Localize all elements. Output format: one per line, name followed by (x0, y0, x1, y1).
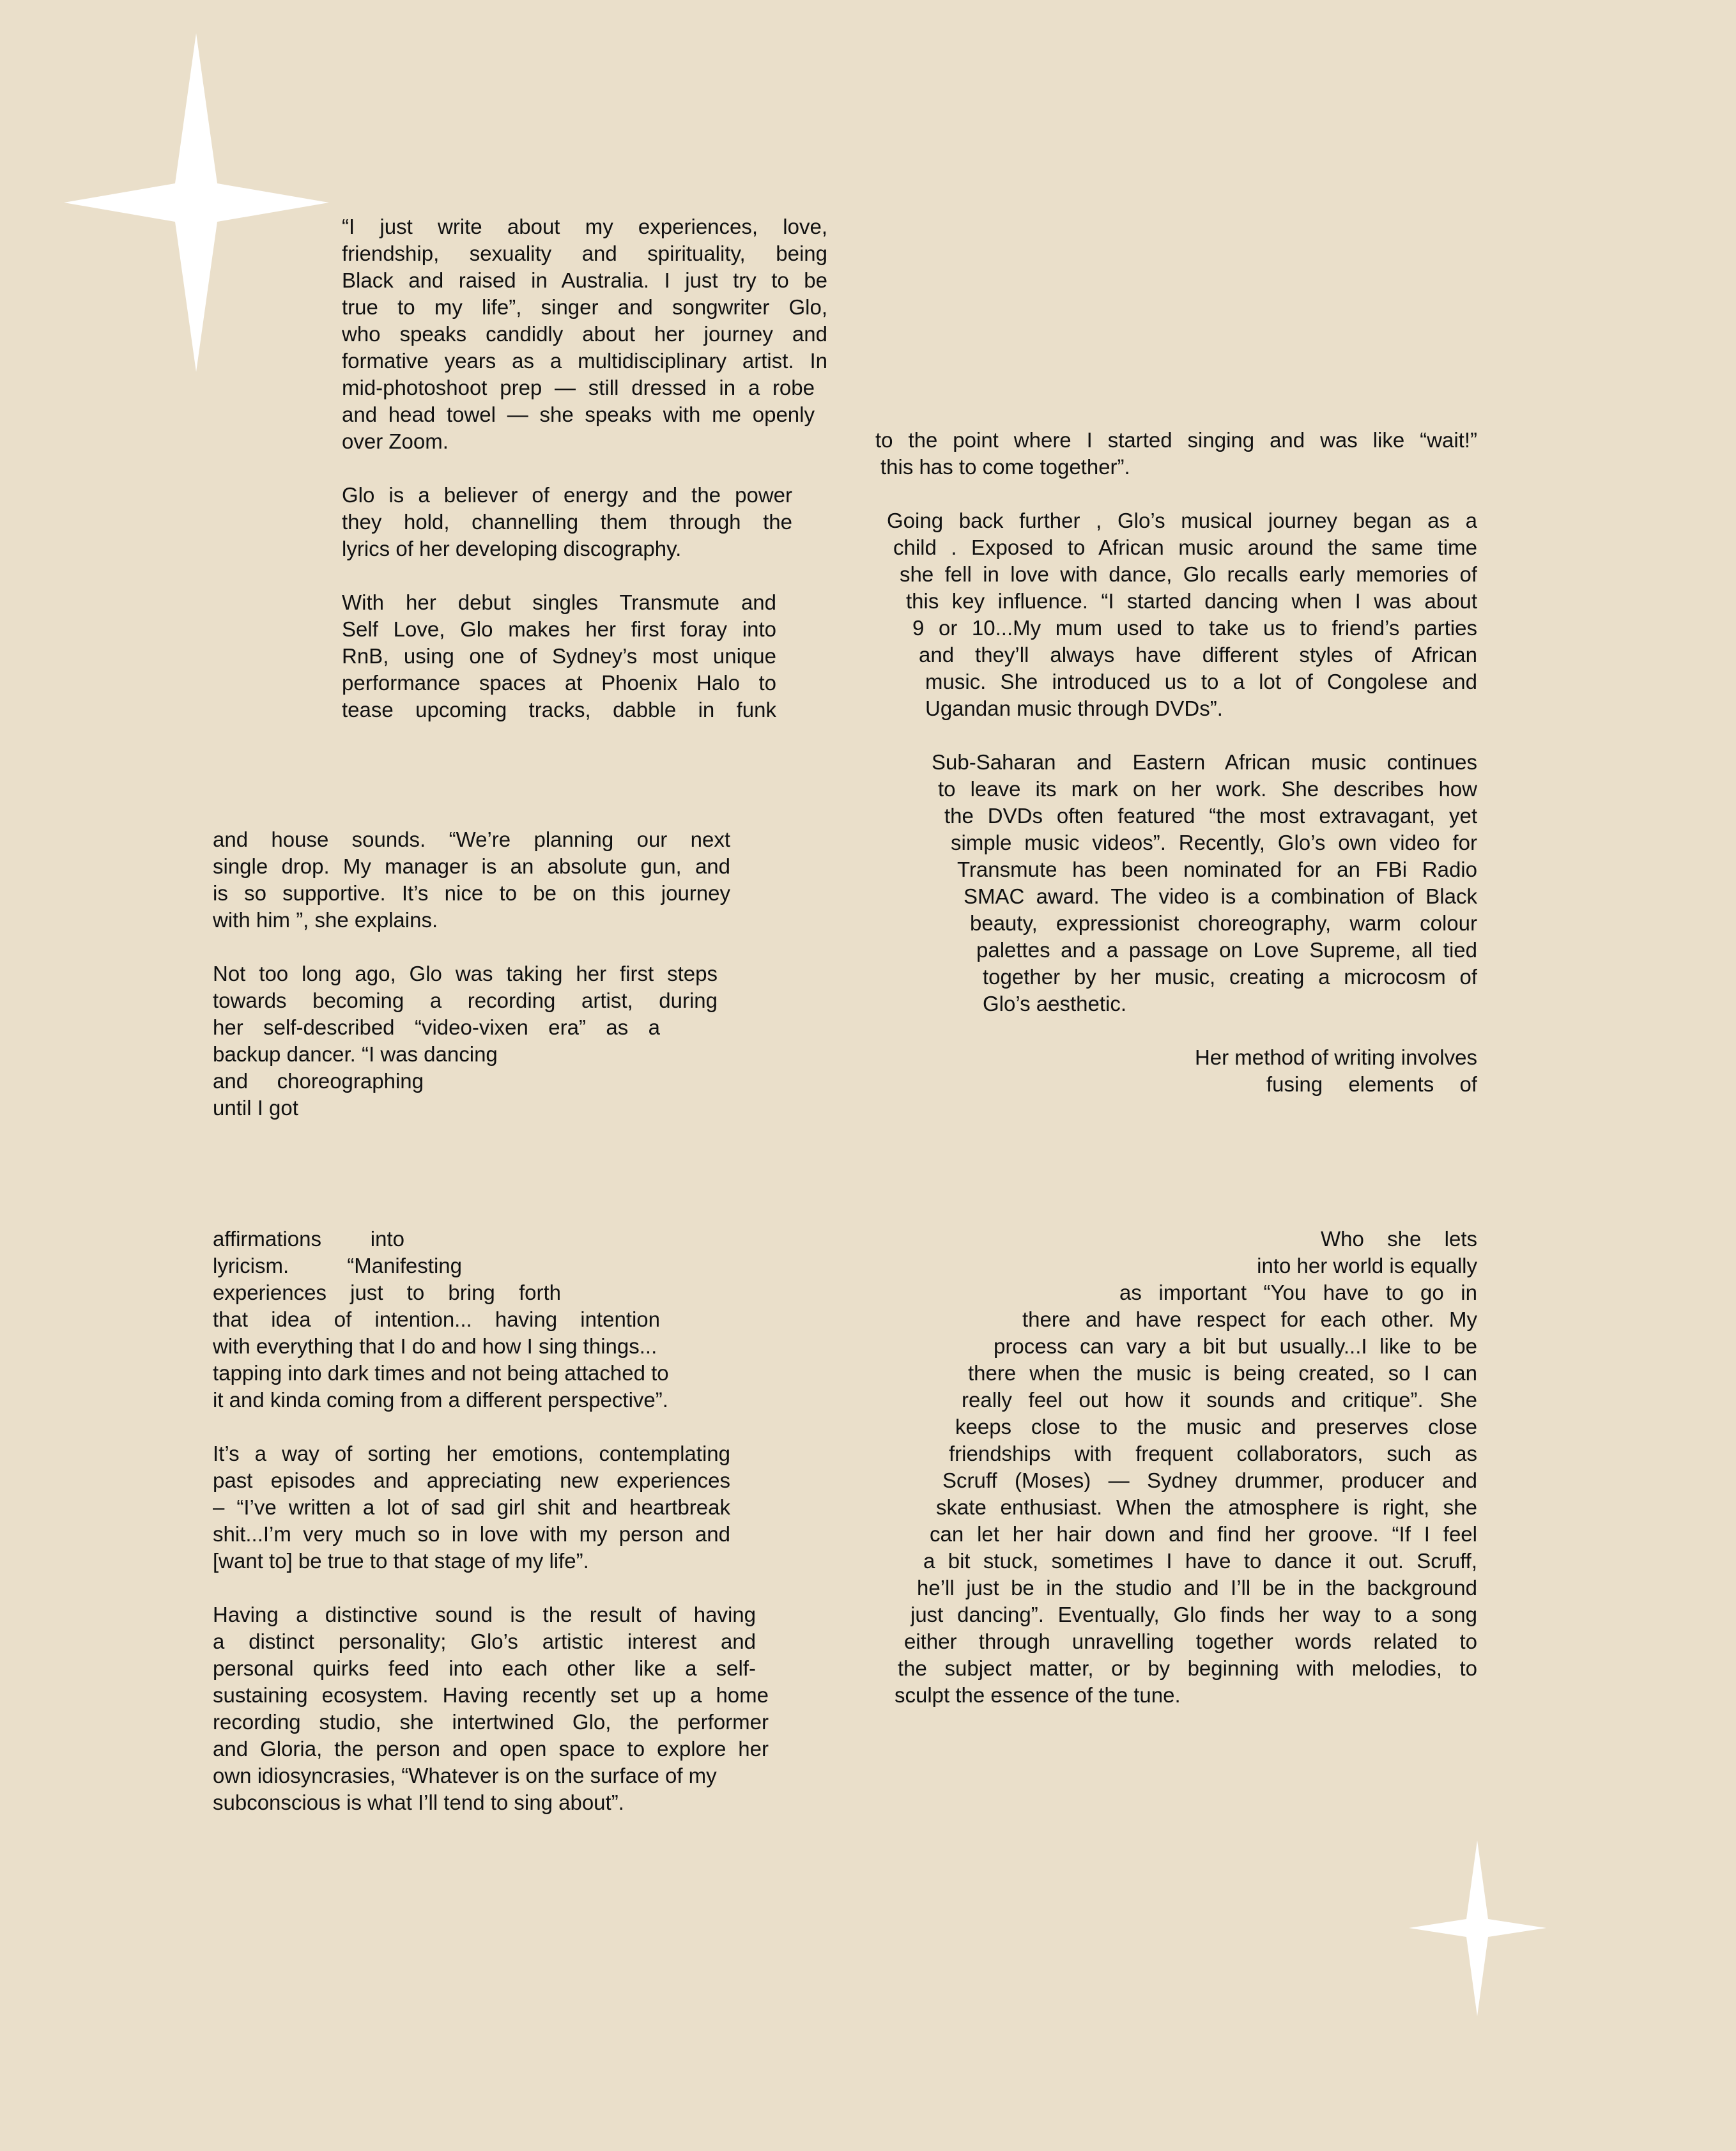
sparkle-star-icon (64, 33, 329, 372)
article-line: Having a distinctive sound is the result of having (213, 1603, 756, 1626)
article-line: towards becoming a recording artist, during (213, 989, 718, 1012)
article-line: mid-photoshoot prep — still dressed in a robe (342, 376, 815, 399)
article-line: can let her hair down and find her groove. “If I feel (930, 1522, 1477, 1546)
sparkle-star-icon (1409, 1840, 1546, 2016)
article-line: they hold, channelling them through the (342, 510, 792, 534)
article-line (213, 1575, 788, 1601)
article-line: this has to come together”. (880, 455, 1130, 479)
article-line: to leave its mark on her work. She describes how (938, 777, 1477, 801)
article-line: SMAC award. The video is a combination of Black (964, 884, 1477, 908)
article-line: her self-described “video-vixen era” as a (213, 1015, 660, 1039)
article-line: past episodes and appreciating new experiences (213, 1469, 730, 1492)
article-line: sustaining ecosystem. Having recently set up a home (213, 1683, 769, 1707)
article-line: he’ll just be in the studio and I’ll be in the background (917, 1576, 1477, 1600)
article-line: true to my life”, singer and songwriter Glo, (342, 295, 827, 319)
article-line: process can vary a bit but usually...I like to be (994, 1334, 1477, 1358)
article-line: until I got (213, 1096, 298, 1120)
article-line (342, 562, 827, 589)
article-line: Glo’s aesthetic. (983, 992, 1127, 1015)
article-line: palettes and a passage on Love Supreme, all tied (976, 938, 1477, 962)
article-line: affirmations into (213, 1227, 404, 1251)
article-line: and house sounds. “We’re planning our next (213, 828, 730, 851)
article-line: Black and raised in Australia. I just try to be (342, 268, 827, 292)
article-line: Transmute has been nominated for an FBi Radio (957, 858, 1477, 881)
article-line: Ugandan music through DVDs”. (925, 697, 1223, 720)
article-line: together by her music, creating a microcosm of (983, 965, 1477, 989)
article-line (213, 934, 730, 960)
article-line: music. She introduced us to a lot of Congolese and (925, 670, 1477, 693)
article-line: Who she lets (1321, 1227, 1477, 1251)
article-line: just dancing”. Eventually, Glo finds her way to a song (910, 1603, 1477, 1626)
article-line: skate enthusiast. When the atmosphere is right, she (936, 1495, 1477, 1519)
article-line: a distinct personality; Glo’s artistic interest and (213, 1630, 756, 1653)
article-line: performance spaces at Phoenix Halo to (342, 671, 776, 695)
article-line: own idiosyncrasies, “Whatever is on the surface of my (213, 1764, 717, 1787)
article-line: recording studio, she intertwined Glo, the performer (213, 1710, 769, 1734)
article-line: really feel out how it sounds and critique”. She (962, 1388, 1477, 1412)
article-line: friendships with frequent collaborators, such as (949, 1442, 1477, 1465)
article-line: Not too long ago, Glo was taking her first steps (213, 962, 718, 985)
article-line: With her debut singles Transmute and (342, 590, 776, 614)
article-line: – “I’ve written a lot of sad girl shit and heartbreak (213, 1495, 730, 1519)
article-line: Sub-Saharan and Eastern African music continues (932, 750, 1477, 774)
article-line (342, 455, 827, 482)
article-line: is so supportive. It’s nice to be on this journey (213, 881, 730, 905)
article-line: keeps close to the music and preserves close (955, 1415, 1477, 1438)
article-line: backup dancer. “I was dancing (213, 1042, 498, 1066)
article-line: Self Love, Glo makes her first foray into (342, 617, 776, 641)
article-line: single drop. My manager is an absolute gun, and (213, 854, 730, 878)
article-column-bottom-right (895, 1226, 1477, 1709)
article-column-bottom-left (213, 1226, 788, 1816)
article-line: RnB, using one of Sydney’s most unique (342, 644, 776, 668)
article-line: simple music videos”. Recently, Glo’s own video for (951, 831, 1477, 854)
article-line: Scruff (Moses) — Sydney drummer, producer and (942, 1469, 1477, 1492)
article-line: It’s a way of sorting her emotions, contemplating (213, 1442, 730, 1465)
article-line: 9 or 10...My mum used to take us to friend’s parties (912, 616, 1477, 640)
article-line: experiences just to bring forth (213, 1281, 561, 1304)
article-line: Glo is a believer of energy and the power (342, 483, 792, 507)
article-line (875, 481, 1477, 507)
article-line: sculpt the essence of the tune. (895, 1683, 1181, 1707)
article-column-right-top (875, 427, 1477, 1098)
article-line (875, 722, 1477, 749)
article-column-top-left (342, 213, 827, 723)
article-line: with everything that I do and how I sing things... (213, 1334, 657, 1358)
article-line: the DVDs often featured “the most extravagant, yet (944, 804, 1477, 828)
article-line: [want to] be true to that stage of my life”. (213, 1549, 589, 1573)
article-line: shit...I’m very much so in love with my person and (213, 1522, 730, 1546)
article-line: and choreographing (213, 1069, 424, 1093)
article-line: and Gloria, the person and open space to explore her (213, 1737, 769, 1761)
article-line: fusing elements of (1266, 1072, 1477, 1096)
article-line: she fell in love with dance, Glo recalls early memories of (900, 562, 1477, 586)
article-line: subconscious is what I’ll tend to sing about”. (213, 1791, 624, 1814)
article-line: child . Exposed to African music around the same time (893, 536, 1477, 559)
article-line: there and have respect for each other. My (1022, 1307, 1477, 1331)
article-line: either through unravelling together words related to (904, 1630, 1477, 1653)
article-line (875, 1017, 1477, 1044)
article-line: formative years as a multidisciplinary artist. In (342, 349, 827, 373)
article-line: to the point where I started singing and was like “wait!” (875, 428, 1477, 452)
article-line: who speaks candidly about her journey and (342, 322, 827, 346)
article-line: beauty, expressionist choreography, warm colour (970, 911, 1477, 935)
article-line: Her method of writing involves (1194, 1045, 1477, 1069)
article-line: this key influence. “I started dancing when I was about (906, 589, 1477, 613)
article-column-mid-left (213, 826, 730, 1122)
article-line: there when the music is being created, so I can (968, 1361, 1477, 1385)
article-line: and they’ll always have different styles of African (919, 643, 1477, 667)
article-line: lyrics of her developing discography. (342, 537, 682, 560)
article-line: into her world is equally (1257, 1254, 1477, 1277)
article-line: tease upcoming tracks, dabble in funk (342, 698, 776, 721)
article-line (213, 1414, 788, 1440)
article-line: over Zoom. (342, 429, 449, 453)
article-line: tapping into dark times and not being attached to (213, 1361, 669, 1385)
article-line: Going back further , Glo’s musical journey began as a (887, 509, 1477, 532)
article-line: personal quirks feed into each other like a self- (213, 1656, 756, 1680)
article-line: lyricism. “Manifesting (213, 1254, 462, 1277)
article-line: a bit stuck, sometimes I have to dance it out. Scruff, (923, 1549, 1477, 1573)
article-line: and head towel — she speaks with me openly (342, 403, 815, 426)
article-line: the subject matter, or by beginning with melodies, to (898, 1656, 1477, 1680)
article-line: it and kinda coming from a different perspective”. (213, 1388, 668, 1412)
article-line: friendship, sexuality and spirituality, being (342, 242, 827, 265)
article-line: with him ”, she explains. (213, 908, 438, 932)
article-line: “I just write about my experiences, love, (342, 215, 827, 238)
article-line: as important “You have to go in (1119, 1281, 1477, 1304)
article-line: that idea of intention... having intention (213, 1307, 660, 1331)
